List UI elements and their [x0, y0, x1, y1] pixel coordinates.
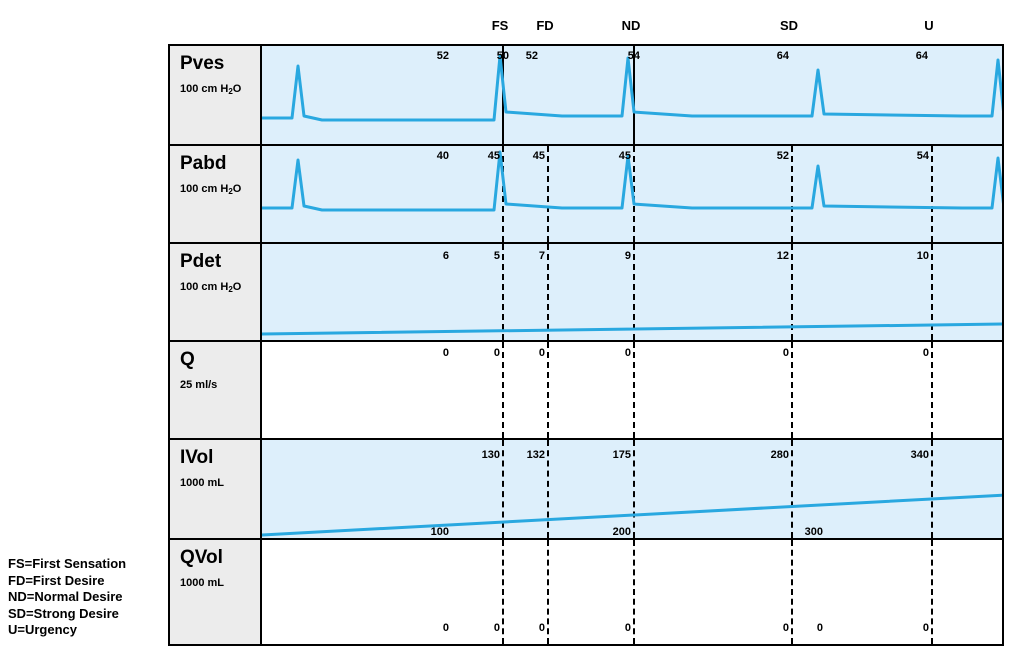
- marker-label-nd: ND: [621, 18, 641, 33]
- channel-grid: [168, 44, 1004, 646]
- row-title: Q: [180, 349, 195, 370]
- trace-pabd: [262, 146, 1002, 242]
- value-label-pves: 50: [496, 50, 509, 62]
- value-label-ivol: 100: [430, 526, 449, 538]
- channel-row-ivol: [170, 440, 1002, 540]
- row-title: QVol: [180, 547, 223, 568]
- channel-row-pves: [170, 46, 1002, 146]
- channel-row-q: [170, 342, 1002, 440]
- value-label-pdet: 5: [493, 250, 500, 262]
- row-title: Pves: [180, 53, 225, 74]
- legend-line: FS=First Sensation: [8, 556, 127, 571]
- value-label-qvol: 0: [493, 622, 500, 634]
- marker-line-sd: [791, 342, 793, 438]
- row-plot-pabd: [262, 146, 1002, 242]
- row-unit: 1000 mL: [180, 477, 225, 489]
- legend-line: ND=Normal Desire: [8, 589, 123, 604]
- value-label-q: 0: [624, 347, 631, 359]
- row-plot-q: [262, 342, 1002, 438]
- row-title: Pabd: [180, 153, 227, 174]
- marker-label-u: U: [924, 18, 934, 33]
- value-label-ivol: 132: [526, 449, 545, 461]
- row-header-q: [170, 342, 262, 438]
- row-plot-ivol: [262, 440, 1002, 538]
- row-header-pves: [170, 46, 262, 144]
- row-unit: 100 cm $H_2O$: [180, 281, 242, 294]
- row-unit: 100 cm $H_2O$: [180, 183, 242, 196]
- value-label-ivol: 200: [612, 526, 631, 538]
- value-label-pabd: 52: [776, 150, 789, 162]
- value-label-ivol: 175: [612, 449, 631, 461]
- value-label-qvol: 0: [442, 622, 449, 634]
- value-label-qvol: 0: [782, 622, 789, 634]
- row-unit: 1000 mL: [180, 577, 225, 589]
- value-label-q: 0: [442, 347, 449, 359]
- row-header-pdet: [170, 244, 262, 340]
- row-title: Pdet: [180, 251, 222, 272]
- marker-line-nd: [633, 342, 635, 438]
- row-header-pabd: [170, 146, 262, 242]
- value-label-qvol: 0: [922, 622, 929, 634]
- value-label-pves: 64: [915, 50, 928, 62]
- marker-label-fd: FD: [536, 18, 554, 33]
- channel-row-pabd: [170, 146, 1002, 244]
- value-label-pves: 52: [525, 50, 538, 62]
- value-label-q: 0: [782, 347, 789, 359]
- value-label-pves: 54: [627, 50, 640, 62]
- value-label-pves: 52: [436, 50, 449, 62]
- value-label-pdet: 9: [624, 250, 631, 262]
- row-unit: 25 ml/s: [180, 379, 218, 391]
- value-label-pves: 64: [776, 50, 789, 62]
- row-unit: 100 cm $H_2O$: [180, 83, 242, 96]
- value-label-pdet: 6: [442, 250, 449, 262]
- row-title: IVol: [180, 447, 214, 468]
- value-label-ivol: 280: [770, 449, 789, 461]
- value-label-qvol: 0: [624, 622, 631, 634]
- marker-line-u: [931, 540, 933, 644]
- value-label-pdet: 12: [776, 250, 789, 262]
- marker-label-sd: SD: [779, 18, 799, 33]
- marker-line-fs: [502, 540, 504, 644]
- marker-label-fs: FS: [491, 18, 509, 33]
- value-label-q: 0: [538, 347, 545, 359]
- value-label-pabd: 45: [532, 150, 545, 162]
- value-label-q: 0: [922, 347, 929, 359]
- legend-line: U=Urgency: [8, 622, 77, 637]
- marker-line-u: [931, 342, 933, 438]
- trace-pdet: [262, 244, 1002, 340]
- value-label-pabd: 45: [618, 150, 631, 162]
- value-label-q: 0: [493, 347, 500, 359]
- marker-line-fd: [547, 342, 549, 438]
- value-label-pabd: 45: [487, 150, 500, 162]
- value-label-pabd: 54: [916, 150, 929, 162]
- channel-row-pdet: [170, 244, 1002, 342]
- value-label-pabd: 40: [436, 150, 449, 162]
- value-label-pdet: 10: [916, 250, 929, 262]
- legend: [8, 556, 168, 639]
- legend-line: FD=First Desire: [8, 572, 105, 588]
- channel-row-qvol: [170, 540, 1002, 644]
- legend-line: SD=Strong Desire: [8, 605, 119, 621]
- value-label-qvol: 0: [538, 622, 545, 634]
- row-header-ivol: [170, 440, 262, 538]
- trace-ivol: [262, 440, 1002, 538]
- marker-line-fd: [547, 540, 549, 644]
- value-label-ivol: 340: [910, 449, 929, 461]
- value-label-pdet: 7: [538, 250, 545, 262]
- marker-line-fs: [502, 342, 504, 438]
- marker-line-nd: [633, 540, 635, 644]
- row-plot-qvol: [262, 540, 1002, 644]
- value-label-qvol: 0: [816, 622, 823, 634]
- value-label-ivol: 300: [804, 526, 823, 538]
- value-label-ivol: 130: [481, 449, 500, 461]
- marker-line-sd: [791, 540, 793, 644]
- row-header-qvol: [170, 540, 262, 644]
- row-plot-pdet: [262, 244, 1002, 340]
